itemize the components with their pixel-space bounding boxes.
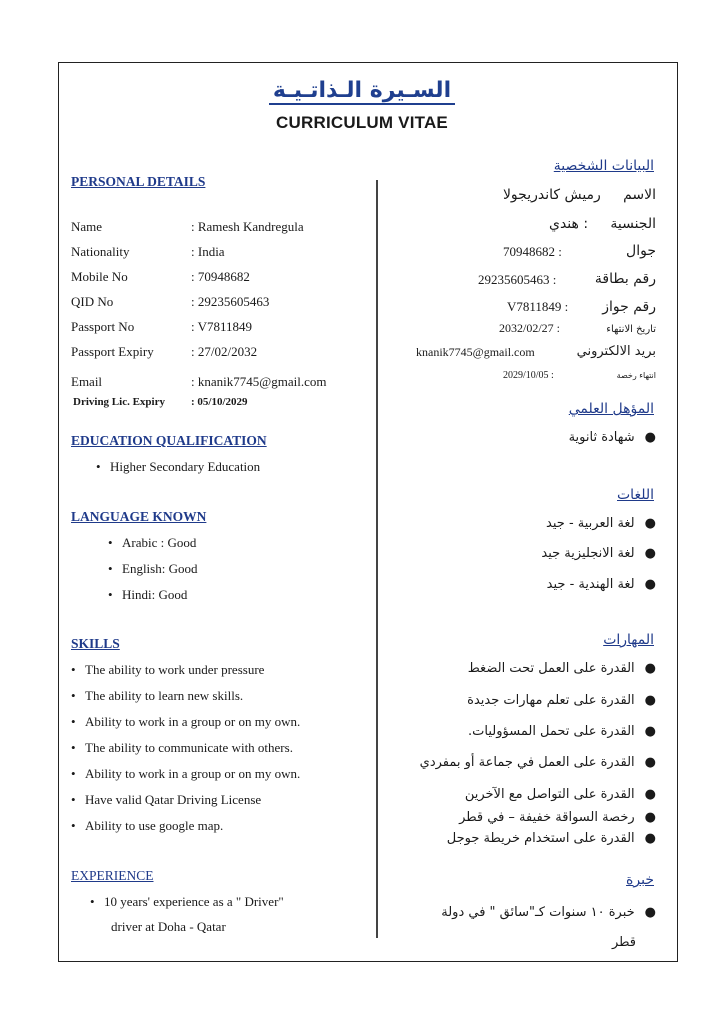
language-item: • Arabic : Good	[108, 535, 197, 550]
arabic-row-driving-expiry-value: 2029/10/05 :	[503, 370, 554, 381]
arabic-skill-item: ●القدرة على العمل تحت الضغط	[467, 661, 656, 676]
experience-item: • 10 years' experience as a " Driver"	[90, 894, 284, 909]
arabic-education-item: ●شهادة ثانوية	[568, 430, 656, 445]
language-item: • Hindi: Good	[108, 587, 188, 602]
arabic-row-qid-label: رقم بطاقة	[594, 271, 656, 287]
skill-item: • Ability to work in a group or on my own.	[71, 714, 301, 729]
arabic-skill-item: ●القدرة على استخدام خريطة جوجل	[446, 831, 656, 846]
title-english: CURRICULUM VITAE	[276, 113, 448, 132]
arabic-row-passport-expiry-value: 2032/02/27 :	[499, 321, 561, 335]
arabic-language-item: ●لغة الانجليزية جيد	[541, 546, 656, 561]
arabic-row-mobile-label: جوال	[626, 243, 656, 259]
arabic-row-nationality: الجنسية : هندي	[549, 216, 656, 232]
skill-item: • The ability to work under pressure	[71, 662, 265, 677]
skill-item: • The ability to learn new skills.	[71, 688, 244, 703]
language-heading: LANGUAGE KNOWN	[71, 509, 207, 524]
title-arabic: السـيرة الـذاتـيـة	[0, 78, 724, 103]
arabic-language-item: ●لغة الهندية - جيد	[546, 577, 656, 592]
arabic-experience-heading: خبرة	[626, 872, 654, 888]
arabic-row-passport-label: رقم جواز	[602, 299, 656, 315]
arabic-skills-heading: المهارات	[603, 632, 654, 648]
arabic-experience-item-cont: قطر	[611, 935, 636, 950]
skill-item: • The ability to communicate with others.	[71, 740, 293, 755]
column-divider	[376, 180, 378, 938]
arabic-skill-item: ●القدرة على تحمل المسؤوليات.	[468, 724, 656, 739]
arabic-experience-item: ●خبرة ١٠ سنوات كـ"سائق " في دولة	[441, 905, 656, 920]
arabic-skill-item: ●القدرة على تعلم مهارات جديدة	[467, 693, 656, 708]
language-item: • English: Good	[108, 561, 198, 576]
arabic-row-mobile-value: 70948682 :	[503, 244, 562, 259]
education-heading: EDUCATION QUALIFICATION	[71, 433, 267, 448]
skill-item: • Have valid Qatar Driving License	[71, 792, 262, 807]
education-item: • Higher Secondary Education	[96, 459, 261, 474]
arabic-row-driving-expiry-label: انتهاء رخصة	[616, 371, 656, 380]
arabic-skill-item: ●رخصة السواقة خفيفة – في قطر	[459, 810, 656, 825]
arabic-language-heading: اللغات	[617, 487, 654, 503]
arabic-education-heading: المؤهل العلمي	[568, 401, 654, 417]
personal-details-heading: PERSONAL DETAILS	[71, 174, 206, 189]
arabic-row-email-label: بريد الالكتروني	[576, 344, 656, 359]
arabic-row-email-value: knanik7745@gmail.com	[416, 345, 535, 359]
arabic-personal-heading: البيانات الشخصية	[553, 158, 654, 174]
arabic-language-item: ●لغة العربية - جيد	[546, 516, 656, 531]
experience-item-cont: driver at Doha - Qatar	[111, 919, 226, 934]
experience-heading: EXPERIENCE	[71, 868, 154, 883]
skill-item: • Ability to work in a group or on my own.	[71, 766, 301, 781]
arabic-row-name: الاسم رميش كاندريجولا	[502, 187, 656, 203]
arabic-row-passport-expiry-label: تاريخ الانتهاء	[606, 324, 656, 335]
arabic-skill-item: ●القدرة على التواصل مع الآخرين	[464, 787, 656, 802]
arabic-row-qid-value: 29235605463 :	[478, 272, 557, 287]
arabic-row-passport-value: V7811849 :	[507, 299, 569, 314]
skill-item: • Ability to use google map.	[71, 818, 224, 833]
skills-heading: SKILLS	[71, 636, 120, 651]
arabic-skill-item: ●القدرة على العمل في جماعة أو بمفردي	[419, 755, 656, 770]
